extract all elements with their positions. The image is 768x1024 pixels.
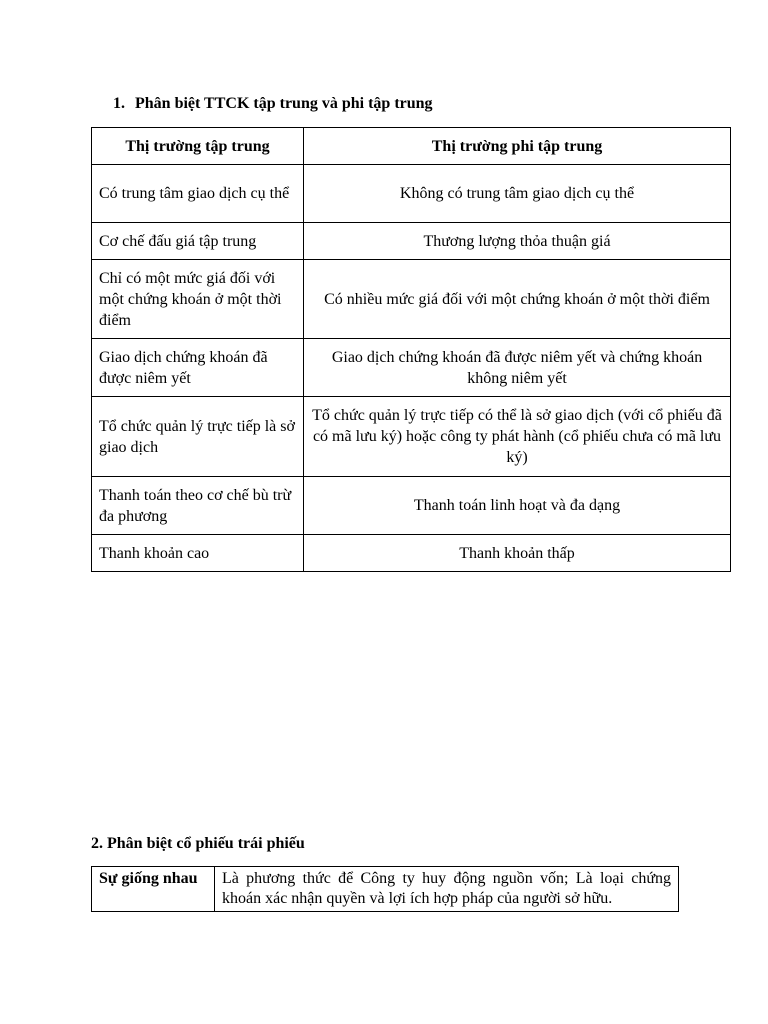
- table-row: [92, 260, 731, 339]
- row-description: Là phương thức để Công ty huy động nguồn vốn; Là loại chứng khoán xác nhận quyền và lợi ích hợp pháp của người sở hữu.: [215, 867, 679, 912]
- cell-centralized: Cơ chế đấu giá tập trung: [92, 223, 304, 260]
- section-1-title: Phân biệt TTCK tập trung và phi tập trung: [135, 95, 433, 112]
- cell-centralized: Thanh khoản cao: [92, 535, 304, 572]
- table-row: [92, 477, 731, 535]
- table-header-row: [92, 128, 731, 165]
- table-row: [92, 165, 731, 223]
- cell-centralized: Chỉ có một mức giá đối với một chứng khoán ở một thời điểm: [92, 260, 304, 339]
- table-row: [92, 339, 731, 397]
- header-centralized-market: Thị trường tập trung: [92, 128, 304, 165]
- cell-otc: Thương lượng thỏa thuận giá: [304, 223, 731, 260]
- stock-bond-comparison-table: [91, 866, 679, 912]
- market-comparison-table: [91, 127, 731, 572]
- table-row: [92, 223, 731, 260]
- table-row: [92, 867, 679, 912]
- cell-centralized: Có trung tâm giao dịch cụ thể: [92, 165, 304, 223]
- table-row: [92, 397, 731, 477]
- cell-otc: Không có trung tâm giao dịch cụ thể: [304, 165, 731, 223]
- cell-otc: Có nhiều mức giá đối với một chứng khoán ở một thời điểm: [304, 260, 731, 339]
- header-otc-market: Thị trường phi tập trung: [304, 128, 731, 165]
- section-2-heading: 2. Phân biệt cổ phiếu trái phiếu: [91, 835, 305, 852]
- row-label: Sự giống nhau: [92, 867, 215, 912]
- cell-centralized: Thanh toán theo cơ chế bù trừ đa phương: [92, 477, 304, 535]
- cell-otc: Tổ chức quản lý trực tiếp có thể là sở giao dịch (với cổ phiếu đã có mã lưu ký) hoặc công ty phát hành (cổ phiếu chưa có mã lưu ký): [304, 397, 731, 477]
- cell-otc: Thanh toán linh hoạt và đa dạng: [304, 477, 731, 535]
- cell-centralized: Giao dịch chứng khoán đã được niêm yết: [92, 339, 304, 397]
- table-row: [92, 535, 731, 572]
- section-1-number: 1.: [113, 95, 125, 112]
- cell-otc: Giao dịch chứng khoán đã được niêm yết và chứng khoán không niêm yết: [304, 339, 731, 397]
- cell-otc: Thanh khoản thấp: [304, 535, 731, 572]
- cell-centralized: Tổ chức quản lý trực tiếp là sở giao dịch: [92, 397, 304, 477]
- section-1-heading: [113, 94, 433, 114]
